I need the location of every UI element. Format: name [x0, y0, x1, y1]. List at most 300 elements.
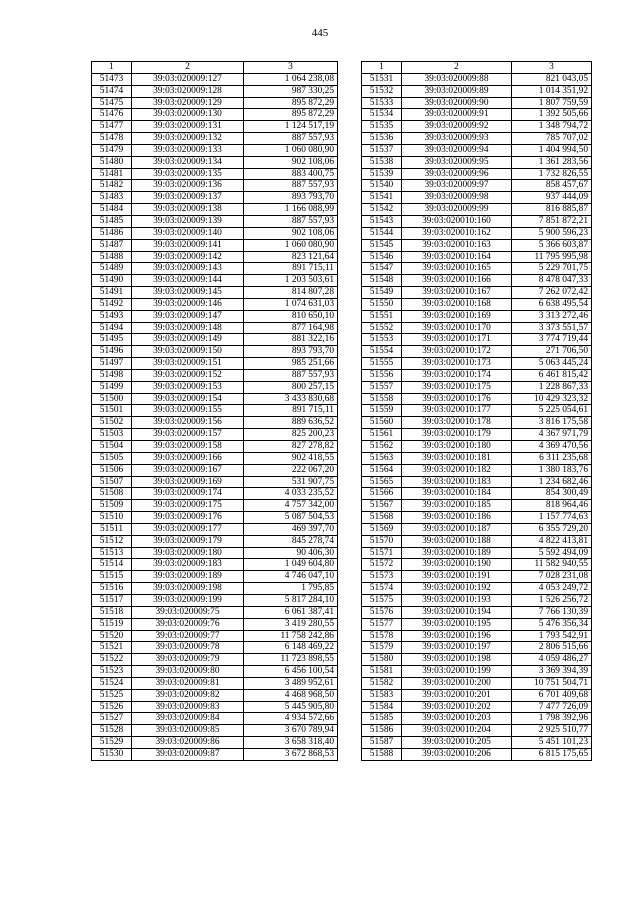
cadastral-number-cell: 39:03:020010:166 — [402, 275, 512, 287]
value-cell: 4 468 968,50 — [244, 689, 338, 701]
table-row — [362, 251, 592, 263]
row-number-cell: 51563 — [362, 452, 402, 464]
table-row — [92, 488, 338, 500]
cadastral-number-cell: 39:03:020010:186 — [402, 512, 512, 524]
cadastral-number-cell: 39:03:020009:133 — [132, 144, 244, 156]
table-row — [92, 334, 338, 346]
row-number-cell: 51536 — [362, 133, 402, 145]
table-row — [362, 144, 592, 156]
value-cell: 810 650,10 — [244, 310, 338, 322]
cadastral-number-cell: 39:03:020009:183 — [132, 559, 244, 571]
row-number-cell: 51525 — [92, 689, 132, 701]
row-number-cell: 51559 — [362, 405, 402, 417]
row-number-cell: 51485 — [92, 215, 132, 227]
row-number-cell: 51571 — [362, 547, 402, 559]
cadastral-number-cell: 39:03:020009:127 — [132, 73, 244, 85]
cadastral-number-cell: 39:03:020009:145 — [132, 287, 244, 299]
value-cell: 4 934 572,66 — [244, 713, 338, 725]
value-cell: 10 751 504,71 — [512, 677, 592, 689]
table-row — [92, 346, 338, 358]
table-row — [362, 393, 592, 405]
cadastral-number-cell: 39:03:020009:90 — [402, 97, 512, 109]
table-row — [362, 476, 592, 488]
table-row — [92, 583, 338, 595]
table-row — [362, 156, 592, 168]
value-cell: 827 278,82 — [244, 441, 338, 453]
value-cell: 7 262 072,42 — [512, 287, 592, 299]
value-cell: 3 313 272,46 — [512, 310, 592, 322]
row-number-cell: 51534 — [362, 109, 402, 121]
row-number-cell: 51582 — [362, 677, 402, 689]
cadastral-number-cell: 39:03:020009:189 — [132, 571, 244, 583]
cadastral-number-cell: 39:03:020010:196 — [402, 630, 512, 642]
row-number-cell: 51560 — [362, 417, 402, 429]
value-cell: 1 732 826,55 — [512, 168, 592, 180]
value-cell: 1 228 867,33 — [512, 381, 592, 393]
table-row — [92, 298, 338, 310]
table-row — [362, 369, 592, 381]
column-header: 3 — [512, 62, 592, 74]
row-number-cell: 51533 — [362, 97, 402, 109]
value-cell: 10 429 323,32 — [512, 393, 592, 405]
cadastral-number-cell: 39:03:020010:197 — [402, 642, 512, 654]
value-cell: 858 457,67 — [512, 180, 592, 192]
value-cell: 1 060 080,90 — [244, 144, 338, 156]
value-cell: 6 061 387,41 — [244, 606, 338, 618]
cadastral-number-cell: 39:03:020009:130 — [132, 109, 244, 121]
cadastral-number-cell: 39:03:020009:179 — [132, 535, 244, 547]
row-number-cell: 51587 — [362, 737, 402, 749]
cadastral-number-cell: 39:03:020010:167 — [402, 287, 512, 299]
table-row — [362, 109, 592, 121]
table-row — [92, 654, 338, 666]
cadastral-number-cell: 39:03:020010:180 — [402, 441, 512, 453]
value-cell: 6 148 469,22 — [244, 642, 338, 654]
cadastral-number-cell: 39:03:020009:149 — [132, 334, 244, 346]
row-number-cell: 51520 — [92, 630, 132, 642]
cadastral-number-cell: 39:03:020010:175 — [402, 381, 512, 393]
cadastral-number-cell: 39:03:020009:176 — [132, 512, 244, 524]
left-table — [91, 61, 338, 761]
value-cell: 854 300,49 — [512, 488, 592, 500]
cadastral-number-cell: 39:03:020010:171 — [402, 334, 512, 346]
value-cell: 3 433 830,68 — [244, 393, 338, 405]
cadastral-number-cell: 39:03:020009:79 — [132, 654, 244, 666]
value-cell: 11 723 898,55 — [244, 654, 338, 666]
table-row — [362, 180, 592, 192]
value-cell: 883 400,75 — [244, 168, 338, 180]
row-number-cell: 51474 — [92, 85, 132, 97]
table-row — [362, 334, 592, 346]
table-row — [362, 275, 592, 287]
cadastral-number-cell: 39:03:020009:199 — [132, 594, 244, 606]
row-number-cell: 51549 — [362, 287, 402, 299]
cadastral-number-cell: 39:03:020010:183 — [402, 476, 512, 488]
row-number-cell: 51503 — [92, 429, 132, 441]
cadastral-number-cell: 39:03:020009:136 — [132, 180, 244, 192]
column-header: 1 — [362, 62, 402, 74]
table-row — [362, 642, 592, 654]
table-row — [92, 310, 338, 322]
table-row — [92, 322, 338, 334]
table-row — [92, 523, 338, 535]
table-row — [92, 109, 338, 121]
table-row — [362, 215, 592, 227]
table-row — [362, 405, 592, 417]
value-cell: 271 706,50 — [512, 346, 592, 358]
row-number-cell: 51578 — [362, 630, 402, 642]
value-cell: 6 701 409,68 — [512, 689, 592, 701]
row-number-cell: 51521 — [92, 642, 132, 654]
table-row — [362, 559, 592, 571]
table-row — [362, 429, 592, 441]
table-row — [92, 168, 338, 180]
value-cell: 3 373 551,57 — [512, 322, 592, 334]
cadastral-number-cell: 39:03:020009:80 — [132, 666, 244, 678]
cadastral-number-cell: 39:03:020009:166 — [132, 452, 244, 464]
cadastral-number-cell: 39:03:020009:97 — [402, 180, 512, 192]
row-number-cell: 51483 — [92, 192, 132, 204]
value-cell: 4 757 342,00 — [244, 500, 338, 512]
value-cell: 891 715,11 — [244, 263, 338, 275]
table-row — [92, 156, 338, 168]
value-cell: 3 369 394,39 — [512, 666, 592, 678]
row-number-cell: 51566 — [362, 488, 402, 500]
cadastral-number-cell: 39:03:020009:88 — [402, 73, 512, 85]
row-number-cell: 51544 — [362, 227, 402, 239]
cadastral-number-cell: 39:03:020009:91 — [402, 109, 512, 121]
table-row — [362, 263, 592, 275]
row-number-cell: 51482 — [92, 180, 132, 192]
cadastral-number-cell: 39:03:020009:128 — [132, 85, 244, 97]
table-row — [362, 535, 592, 547]
cadastral-number-cell: 39:03:020009:143 — [132, 263, 244, 275]
table-row — [362, 239, 592, 251]
value-cell: 1 060 080,90 — [244, 239, 338, 251]
row-number-cell: 51514 — [92, 559, 132, 571]
table-row — [362, 654, 592, 666]
table-row — [92, 701, 338, 713]
cadastral-number-cell: 39:03:020010:165 — [402, 263, 512, 275]
table-row — [362, 358, 592, 370]
table-row — [92, 263, 338, 275]
table-row — [362, 689, 592, 701]
table-row — [92, 369, 338, 381]
row-number-cell: 51580 — [362, 654, 402, 666]
value-cell: 3 774 719,44 — [512, 334, 592, 346]
value-cell: 11 795 995,98 — [512, 251, 592, 263]
cadastral-number-cell: 39:03:020010:178 — [402, 417, 512, 429]
value-cell: 895 872,29 — [244, 109, 338, 121]
cadastral-number-cell: 39:03:020010:195 — [402, 618, 512, 630]
header-row — [92, 62, 338, 74]
table-row — [362, 464, 592, 476]
value-cell: 1 166 088,99 — [244, 204, 338, 216]
value-cell: 823 121,64 — [244, 251, 338, 263]
value-cell: 6 456 100,54 — [244, 666, 338, 678]
cadastral-number-cell: 39:03:020009:198 — [132, 583, 244, 595]
cadastral-number-cell: 39:03:020010:192 — [402, 583, 512, 595]
cadastral-number-cell: 39:03:020009:86 — [132, 737, 244, 749]
value-cell: 1 074 631,03 — [244, 298, 338, 310]
value-cell: 845 278,74 — [244, 535, 338, 547]
cadastral-number-cell: 39:03:020010:190 — [402, 559, 512, 571]
row-number-cell: 51509 — [92, 500, 132, 512]
table-row — [362, 121, 592, 133]
cadastral-number-cell: 39:03:020009:87 — [132, 748, 244, 760]
cadastral-number-cell: 39:03:020010:189 — [402, 547, 512, 559]
cadastral-number-cell: 39:03:020009:155 — [132, 405, 244, 417]
value-cell: 902 108,06 — [244, 156, 338, 168]
cadastral-number-cell: 39:03:020010:185 — [402, 500, 512, 512]
row-number-cell: 51516 — [92, 583, 132, 595]
row-number-cell: 51519 — [92, 618, 132, 630]
row-number-cell: 51478 — [92, 133, 132, 145]
row-number-cell: 51496 — [92, 346, 132, 358]
table-row — [92, 512, 338, 524]
column-header: 1 — [92, 62, 132, 74]
cadastral-number-cell: 39:03:020009:177 — [132, 523, 244, 535]
table-row — [362, 571, 592, 583]
value-cell: 8 478 047,33 — [512, 275, 592, 287]
row-number-cell: 51562 — [362, 441, 402, 453]
value-cell: 1 348 794,72 — [512, 121, 592, 133]
value-cell: 902 108,06 — [244, 227, 338, 239]
value-cell: 1 014 351,92 — [512, 85, 592, 97]
value-cell: 1 807 759,59 — [512, 97, 592, 109]
row-number-cell: 51588 — [362, 748, 402, 760]
value-cell: 1 361 283,56 — [512, 156, 592, 168]
table-row — [92, 358, 338, 370]
value-cell: 985 251,66 — [244, 358, 338, 370]
table-row — [362, 133, 592, 145]
cadastral-number-cell: 39:03:020010:168 — [402, 298, 512, 310]
cadastral-number-cell: 39:03:020009:174 — [132, 488, 244, 500]
row-number-cell: 51552 — [362, 322, 402, 334]
table-row — [92, 215, 338, 227]
cadastral-number-cell: 39:03:020010:170 — [402, 322, 512, 334]
value-cell: 5 063 445,24 — [512, 358, 592, 370]
table-row — [92, 144, 338, 156]
cadastral-number-cell: 39:03:020009:138 — [132, 204, 244, 216]
value-cell: 2 806 515,66 — [512, 642, 592, 654]
table-row — [92, 594, 338, 606]
value-cell: 902 418,55 — [244, 452, 338, 464]
value-cell: 7 477 726,09 — [512, 701, 592, 713]
table-row — [362, 713, 592, 725]
value-cell: 4 033 235,52 — [244, 488, 338, 500]
row-number-cell: 51538 — [362, 156, 402, 168]
table-row — [92, 630, 338, 642]
row-number-cell: 51512 — [92, 535, 132, 547]
cadastral-number-cell: 39:03:020010:200 — [402, 677, 512, 689]
row-number-cell: 51531 — [362, 73, 402, 85]
cadastral-number-cell: 39:03:020009:148 — [132, 322, 244, 334]
table-row — [362, 666, 592, 678]
table-row — [92, 121, 338, 133]
cadastral-number-cell: 39:03:020009:83 — [132, 701, 244, 713]
table-row — [92, 393, 338, 405]
row-number-cell: 51493 — [92, 310, 132, 322]
value-cell: 1 049 604,80 — [244, 559, 338, 571]
row-number-cell: 51524 — [92, 677, 132, 689]
table-row — [92, 192, 338, 204]
row-number-cell: 51529 — [92, 737, 132, 749]
table-row — [92, 666, 338, 678]
value-cell: 887 557,93 — [244, 215, 338, 227]
cadastral-number-cell: 39:03:020010:174 — [402, 369, 512, 381]
value-cell: 893 793,70 — [244, 346, 338, 358]
table-row — [362, 298, 592, 310]
row-number-cell: 51504 — [92, 441, 132, 453]
table-row — [362, 417, 592, 429]
value-cell: 1 793 542,91 — [512, 630, 592, 642]
table-row — [92, 204, 338, 216]
row-number-cell: 51539 — [362, 168, 402, 180]
table-row — [92, 618, 338, 630]
table-row — [92, 677, 338, 689]
value-cell: 1 064 238,08 — [244, 73, 338, 85]
table-row — [362, 737, 592, 749]
cadastral-number-cell: 39:03:020009:134 — [132, 156, 244, 168]
table-row — [92, 239, 338, 251]
value-cell: 90 406,30 — [244, 547, 338, 559]
table-row — [362, 594, 592, 606]
value-cell: 6 461 815,42 — [512, 369, 592, 381]
cadastral-number-cell: 39:03:020010:182 — [402, 464, 512, 476]
row-number-cell: 51532 — [362, 85, 402, 97]
row-number-cell: 51575 — [362, 594, 402, 606]
cadastral-number-cell: 39:03:020009:95 — [402, 156, 512, 168]
row-number-cell: 51488 — [92, 251, 132, 263]
table-row — [362, 500, 592, 512]
row-number-cell: 51476 — [92, 109, 132, 121]
value-cell: 3 670 789,94 — [244, 725, 338, 737]
row-number-cell: 51495 — [92, 334, 132, 346]
cadastral-number-cell: 39:03:020009:153 — [132, 381, 244, 393]
value-cell: 531 907,75 — [244, 476, 338, 488]
row-number-cell: 51555 — [362, 358, 402, 370]
value-cell: 7 766 130,39 — [512, 606, 592, 618]
cadastral-number-cell: 39:03:020010:177 — [402, 405, 512, 417]
value-cell: 887 557,93 — [244, 133, 338, 145]
table-row — [92, 97, 338, 109]
table-row — [92, 748, 338, 760]
row-number-cell: 51473 — [92, 73, 132, 85]
table-row — [92, 571, 338, 583]
value-cell: 889 636,52 — [244, 417, 338, 429]
value-cell: 5 087 504,53 — [244, 512, 338, 524]
table-row — [362, 441, 592, 453]
cadastral-number-cell: 39:03:020010:162 — [402, 227, 512, 239]
table-row — [92, 85, 338, 97]
row-number-cell: 51492 — [92, 298, 132, 310]
table-row — [92, 417, 338, 429]
cadastral-number-cell: 39:03:020009:81 — [132, 677, 244, 689]
cadastral-number-cell: 39:03:020010:163 — [402, 239, 512, 251]
table-row — [92, 429, 338, 441]
right-table — [361, 61, 592, 761]
cadastral-number-cell: 39:03:020009:89 — [402, 85, 512, 97]
cadastral-number-cell: 39:03:020010:191 — [402, 571, 512, 583]
value-cell: 1 526 256,72 — [512, 594, 592, 606]
value-cell: 1 124 517,19 — [244, 121, 338, 133]
value-cell: 814 807,28 — [244, 287, 338, 299]
row-number-cell: 51585 — [362, 713, 402, 725]
cadastral-number-cell: 39:03:020010:187 — [402, 523, 512, 535]
row-number-cell: 51561 — [362, 429, 402, 441]
value-cell: 5 451 101,23 — [512, 737, 592, 749]
cadastral-number-cell: 39:03:020009:140 — [132, 227, 244, 239]
row-number-cell: 51548 — [362, 275, 402, 287]
table-row — [92, 180, 338, 192]
table-row — [362, 725, 592, 737]
value-cell: 6 638 495,54 — [512, 298, 592, 310]
table-row — [362, 547, 592, 559]
cadastral-number-cell: 39:03:020009:135 — [132, 168, 244, 180]
value-cell: 5 817 284,10 — [244, 594, 338, 606]
cadastral-number-cell: 39:03:020009:167 — [132, 464, 244, 476]
table-row — [92, 500, 338, 512]
row-number-cell: 51527 — [92, 713, 132, 725]
row-number-cell: 51556 — [362, 369, 402, 381]
value-cell: 987 330,25 — [244, 85, 338, 97]
row-number-cell: 51545 — [362, 239, 402, 251]
row-number-cell: 51581 — [362, 666, 402, 678]
table-row — [362, 512, 592, 524]
row-number-cell: 51577 — [362, 618, 402, 630]
row-number-cell: 51502 — [92, 417, 132, 429]
cadastral-number-cell: 39:03:020009:147 — [132, 310, 244, 322]
value-cell: 3 672 868,53 — [244, 748, 338, 760]
cadastral-number-cell: 39:03:020009:157 — [132, 429, 244, 441]
cadastral-number-cell: 39:03:020009:158 — [132, 441, 244, 453]
row-number-cell: 51515 — [92, 571, 132, 583]
value-cell: 4 059 486,27 — [512, 654, 592, 666]
row-number-cell: 51486 — [92, 227, 132, 239]
table-row — [92, 713, 338, 725]
table-row — [92, 227, 338, 239]
cadastral-number-cell: 39:03:020009:156 — [132, 417, 244, 429]
value-cell: 5 225 054,61 — [512, 405, 592, 417]
row-number-cell: 51505 — [92, 452, 132, 464]
cadastral-number-cell: 39:03:020010:203 — [402, 713, 512, 725]
value-cell: 825 200,23 — [244, 429, 338, 441]
row-number-cell: 51574 — [362, 583, 402, 595]
cadastral-number-cell: 39:03:020010:205 — [402, 737, 512, 749]
row-number-cell: 51484 — [92, 204, 132, 216]
table-row — [362, 523, 592, 535]
value-cell: 2 925 510,77 — [512, 725, 592, 737]
row-number-cell: 51522 — [92, 654, 132, 666]
value-cell: 3 419 280,55 — [244, 618, 338, 630]
cadastral-number-cell: 39:03:020009:132 — [132, 133, 244, 145]
cadastral-number-cell: 39:03:020009:152 — [132, 369, 244, 381]
row-number-cell: 51547 — [362, 263, 402, 275]
value-cell: 800 257,15 — [244, 381, 338, 393]
column-header: 3 — [244, 62, 338, 74]
cadastral-number-cell: 39:03:020010:181 — [402, 452, 512, 464]
table-row — [362, 381, 592, 393]
value-cell: 4 053 249,72 — [512, 583, 592, 595]
row-number-cell: 51507 — [92, 476, 132, 488]
cadastral-number-cell: 39:03:020009:98 — [402, 192, 512, 204]
table-row — [92, 251, 338, 263]
value-cell: 818 964,46 — [512, 500, 592, 512]
row-number-cell: 51499 — [92, 381, 132, 393]
row-number-cell: 51528 — [92, 725, 132, 737]
row-number-cell: 51570 — [362, 535, 402, 547]
